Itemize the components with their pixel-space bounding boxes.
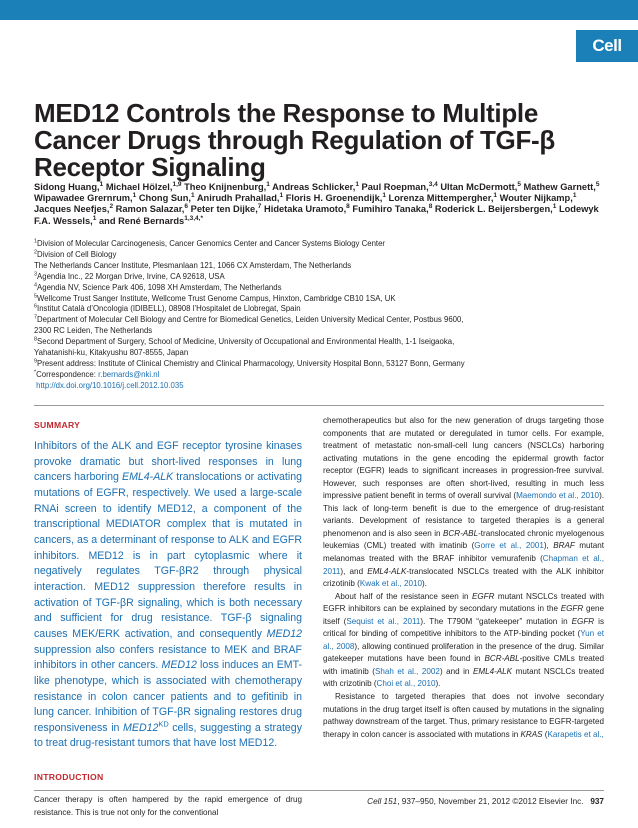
citation-link[interactable]: Karapetis et al., [547, 729, 604, 739]
italic-term: BCR-ABL [442, 528, 479, 538]
affiliation-line: $^2$Division of Cell Biology [34, 249, 117, 259]
author-affiliation-marker: 3,4 [428, 180, 438, 188]
author-name: Lodewyk F.A. Wessels, [34, 204, 599, 226]
author-affiliation-marker: 2 [109, 203, 114, 211]
author-name: Roderick L. Beijersbergen, [434, 204, 553, 215]
citation-link[interactable]: Choi et al., 2010 [376, 679, 436, 689]
italic-term: MED12 [161, 659, 197, 672]
introduction-heading: INTRODUCTION [34, 772, 104, 783]
author-affiliation-marker: 1 [99, 180, 104, 188]
author-name: Sidong Huang, [34, 182, 100, 192]
superscript: KD [158, 719, 169, 729]
journal-logo: Cell [576, 30, 638, 62]
italic-term: EGFR [471, 591, 495, 601]
author-affiliation-marker: 1 [382, 192, 386, 200]
citation-link[interactable]: Maemondo et al., 2010 [516, 491, 600, 501]
author-name: Peter ten Dijke, [190, 204, 258, 215]
citation-link[interactable]: Chapman et al., 2011 [323, 554, 604, 576]
citation-link[interactable]: Shah et al., 2002 [374, 666, 440, 676]
journal-header-bar [0, 0, 638, 20]
italic-term: MED12 [123, 721, 159, 734]
italic-term: EGFR [560, 604, 584, 614]
author-name: Andreas Schlicker, [272, 182, 356, 192]
italic-term: EML4-ALK [472, 666, 513, 676]
author-name: Lorenza Mittempergher, [388, 193, 494, 204]
author-affiliation-marker: 1,9 [172, 180, 182, 188]
right-column [323, 415, 604, 741]
author-affiliation-marker: 1 [355, 180, 359, 188]
author-name: Chong Sun, [138, 193, 191, 204]
affiliation-line: 2300 RC Leiden, The Netherlands [34, 326, 153, 336]
author-name: Wipawadee Grernrum, [34, 193, 133, 204]
summary-heading: SUMMARY [34, 420, 81, 430]
citation-link[interactable]: Kwak et al., 2010 [359, 579, 422, 589]
affiliation-line: Yahatanishi-ku, Kitakyushu 807-8555, Japan [34, 348, 189, 358]
italic-term: EGFR [571, 616, 595, 626]
citation-link[interactable]: Sequist et al., 2011 [346, 616, 421, 626]
left-column [34, 420, 302, 819]
affiliation-line: $^5$Wellcome Trust Sanger Institute, Wellcome Trust Genome Campus, Hinxton, Cambridge CB10 1SA, UK [34, 292, 396, 303]
author-affiliation-marker: 1 [279, 192, 284, 200]
author-name: Ramon Salazar, [115, 204, 185, 215]
author-affiliation-marker: 7 [257, 203, 262, 211]
author-name: Mathew Garnett, [523, 182, 596, 192]
page-number: 937 [590, 797, 604, 806]
author-affiliation-marker: 1 [190, 192, 195, 200]
author-affiliation-marker: 1 [266, 180, 270, 188]
italic-term: EML4-ALK [367, 566, 407, 576]
summary-text: Inhibitors of the ALK and EGF receptor tyrosine kinases provoke dramatic but short-lived responses in lung cancers harboring EML4-ALK translocations or activating mutations of EGFR, respectively. We used a large-scale RNAi screen to identify MED12, a component of the transcriptional MEDIATOR complex that is mutated in cancers, as a determinant of response to ALK and EGFR inhibitors. MED12 is in part cytoplasmic where it negatively regulates TGF-βR2 through physical interaction. MED12 suppression therefore results in activation of TGF-βR signaling, which is both necessary and sufficient for drug resistance. TGF-β signaling causes MEK/ERK activation, and consequently MED12 suppression also confers resistance to MEK and BRAF inhibitors in other cancers. MED12 loss induces an EMT-like phenotype, which is associated with chemotherapy resistance in colon cancer patients and to gefitinib in lung cancer. Inhibition of TGF-βR signaling restores drug responsiveness in $MED12^{KD}$ cells, suggesting a strategy to treat drug-resistant tumors that have lost MED12. [34, 440, 302, 750]
affiliation-line: $^6$Institut Català d’Oncologia (IDIBELL), 08908 l’Hospitalet de Llobregat, Spain [34, 303, 301, 314]
author-name: and René Bernards [98, 215, 185, 226]
author-affiliation-marker: 1 [493, 192, 498, 200]
footer-divider [34, 790, 604, 791]
author-name: Floris H. Groenendijk, [285, 193, 383, 204]
doi [34, 381, 604, 392]
author-name: Fumihiro Tanaka, [352, 204, 429, 215]
page-footer: Cell 151, 937–950, November 21, 2012 ©2012 Elsevier Inc. 937 [367, 797, 604, 806]
italic-term: EML4-ALK [122, 471, 174, 484]
affiliation-line: $^8$Second Department of Surgery, School of Medicine, University of Occupational and Environmental Health, 1-1 Iseigaoka, [34, 336, 455, 347]
introduction-text: Cancer therapy is often hampered by the rapid emergence of drug resistance. This is true not only for the conventional [34, 795, 302, 817]
correspondence: *Correspondence: r.bernards@nki.nl [34, 369, 160, 379]
doi-link[interactable]: http://dx.doi.org/10.1016/j.cell.2012.10.035 [36, 380, 184, 390]
author-name: Anirudh Prahallad, [196, 193, 280, 204]
author-affiliation-marker: 1 [132, 192, 137, 200]
affiliation-line: $^9$Present address: Institute of Clinical Chemistry and Clinical Pharmacology, University Hospital Bonn, 53127 Bonn, Germany [34, 358, 465, 368]
author-affiliation-marker: 5 [595, 180, 600, 188]
author-list [34, 182, 604, 227]
author-affiliation-marker: 6 [184, 203, 189, 211]
body-paragraph: About half of the resistance seen in EGFR mutant NSCLCs treated with EGFR inhibitors can be explained by secondary mutations in the EGFR gene itself (Sequist et al., 2011). The T790M “gatekeeper” mutation in EGFR is critical for binding of competitive inhibitors to the ATP-binding pocket (Yun et al., 2008), allowing continued proliferation in the presence of the drug. Similar gatekeeper mutations have been found in BCR-ABL-positive CMLs treated with imatinib (Shah et al., 2002) and in EML4-ALK mutant NSCLCs treated with crizotinib (Choi et al., 2010). [323, 591, 605, 689]
author-affiliation-marker: 8 [346, 203, 350, 211]
correspondence-email-link[interactable]: r.bernards@nki.nl [98, 369, 160, 379]
author-name: Hidetaka Uramoto, [264, 204, 347, 215]
author-affiliation-marker: 1 [552, 203, 557, 211]
affiliation-line: $^3$Agendia Inc., 22 Morgan Drive, Irvine, CA 92618, USA [34, 271, 225, 281]
author-name: Paul Roepman, [361, 182, 429, 192]
affiliation-line: $^7$Department of Molecular Cell Biology and Centre for Biomedical Genetics, Leiden University Medical Center, Postbus 9600, [34, 314, 464, 325]
author-affiliation-marker: 1,3,4,* [184, 214, 204, 222]
author-name: Jacques Neefjes, [34, 204, 110, 215]
author-name: Theo Knijnenburg, [184, 182, 267, 192]
italic-term: MED12 [266, 627, 302, 640]
affiliations [34, 239, 604, 392]
article-title: MED12 Controls the Response to Multiple Cancer Drugs through Regulation of TGF-β Receptor Signaling [34, 98, 555, 182]
citation-link[interactable]: Yun et al., 2008 [323, 629, 605, 651]
italic-term: BCR-ABL [484, 654, 520, 664]
author-affiliation-marker: 5 [517, 180, 521, 188]
author-name: Michael Hölzel, [105, 182, 173, 192]
affiliation-line: $^4$Agendia NV, Science Park 406, 1098 XH Amsterdam, The Netherlands [34, 282, 282, 292]
affiliation-line: $^1$Division of Molecular Carcinogenesis, Cancer Genomics Center and Cancer Systems Biology Center [34, 238, 386, 248]
author-name: Ultan McDermott, [440, 182, 518, 192]
italic-term: BRAF [553, 541, 575, 551]
author-affiliation-marker: 8 [428, 203, 433, 211]
author-affiliation-marker: 1 [92, 214, 97, 222]
author-name: Wouter Nijkamp, [499, 193, 573, 204]
citation-link[interactable]: Gorre et al., 2001 [474, 541, 544, 551]
italic-term: KRAS [520, 729, 543, 739]
body-paragraph: chemotherapeutics but also for the new generation of drugs targeting those components that are mutated or deregulated in tumor cells. For example, treatment of metastatic non-small-cell lung cancers (NSCLCs) harboring activating mutations in the gene encoding the epidermal growth factor receptor (EGFR) leads to significant increases in progression-free survival. However, such responses are often short-lived, resulting in much less impressive patient benefit in terms of overall survival (Maemondo et al., 2010). This lack of long-term benefit is due to the emergence of drug-resistant variants. Development of resistance to targeted therapies is a general phenomenon and is also seen in BCR-ABL-translocated chronic myelogenous leukemias (CML) treated with imatinib (Gorre et al., 2001), BRAF mutant melanomas treated with the BRAF inhibitor vemurafenib (Chapman et al., 2011), and EML4-ALK-translocated NSCLCs treated with the ALK inhibitor crizotinib (Kwak et al., 2010). [323, 416, 605, 589]
affiliation-line: The Netherlands Cancer Institute, Plesmanlaan 121, 1066 CX Amsterdam, The Netherlands [34, 260, 352, 270]
body-paragraph: Resistance to targeted therapies that does not involve secondary mutations in the drug target itself is often caused by mutations in the signaling pathway downstream of the target. Thus, primary resistance to EGFR-targeted therapy in colon cancer is associated with mutations in KRAS (Karapetis et al., [323, 692, 605, 739]
section-divider [34, 405, 604, 406]
author-affiliation-marker: 1 [572, 192, 577, 200]
